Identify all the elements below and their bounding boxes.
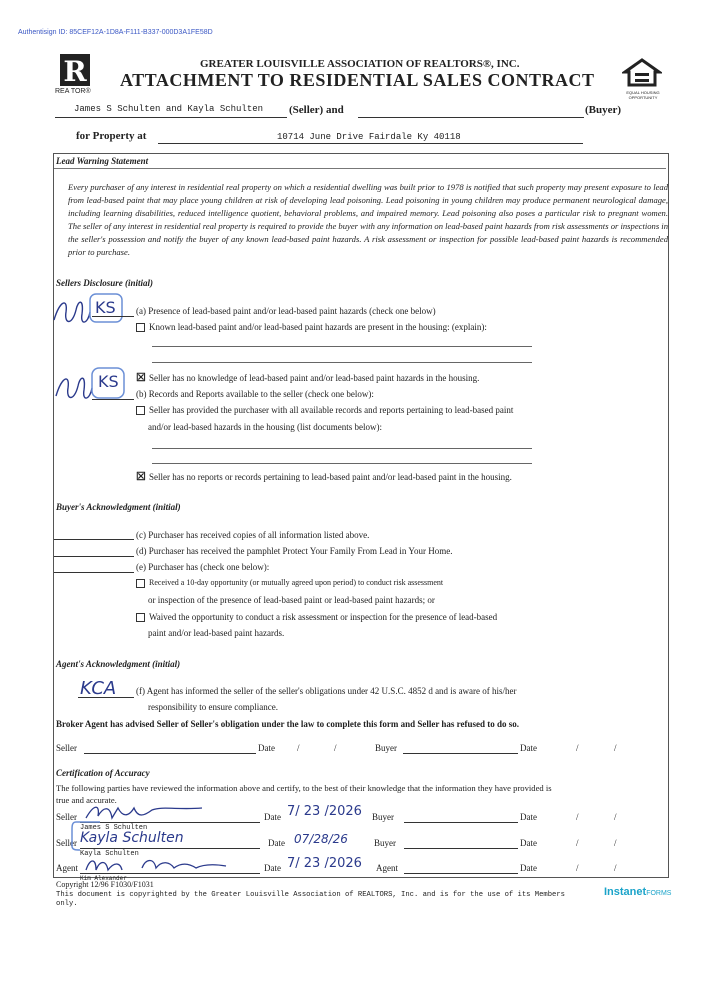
realtor-logo: [58, 52, 94, 92]
agent-initials[interactable]: KCA: [80, 678, 117, 699]
realtor-r-icon: [58, 52, 94, 92]
property-label: for Property at: [76, 130, 147, 142]
item-a-option-known[interactable]: [136, 322, 487, 332]
cert-buyer-2-label: Buyer: [374, 838, 396, 848]
copyright-notice-2: only.: [56, 900, 78, 908]
lead-warning-heading: Lead Warning Statement: [56, 156, 149, 166]
date-slash: /: [614, 863, 617, 873]
agent-2-signature-field[interactable]: [404, 873, 518, 874]
seller-1-printed-name: James S Schulten: [80, 824, 148, 832]
seller-initials-a[interactable]: KS: [95, 298, 116, 317]
date-slash: /: [576, 743, 579, 753]
buyers-ack-heading: Buyer's Acknowledgment (initial): [56, 502, 181, 512]
property-address[interactable]: 10714 June Drive Fairdale Ky 40118: [277, 132, 461, 142]
lead-warning-text: Every purchaser of any interest in residential real property on which a residential dwelling was built prior to 1978 is notified that such property may present exposure to lead from lead-based paint that may place young children at risk of developing lead poisoning. Lead poisoning in young children may produce permanent neurological damage, including learning disabilities, reduced intelligence quotient, behavioral problems, and impaired memory. Lead poisoning also poses a particular risk to pregnant women. The seller of any interest in residential real property is required to provide the buyer with any information on lead-based paint hazards from risk assessments or inspections in the seller's possession and notify the buyer of any known lead-based paint hazards. A risk assessment or inspection for possible lead-based paint hazards is recommended prior to purchase.: [68, 182, 668, 257]
item-b-option-provided-label-2: and/or lead-based hazards in the housing (list documents below):: [148, 422, 382, 432]
item-b-option-no-reports[interactable]: [136, 472, 512, 482]
agent-printed-name: Kim Alexander: [80, 875, 127, 882]
item-e-option-received-label: Received a 10-day opportunity (or mutually agreed upon period) to conduct risk assessment: [149, 578, 444, 587]
authentisign-id: Authentisign ID: 85CEF12A-1D8A-F111-B337-000D3A1FE58D: [18, 29, 213, 36]
item-e-option-received-label-2: or inspection of the presence of lead-based paint or lead-based paint hazards; or: [148, 595, 435, 605]
copyright-notice: This document is copyrighted by the Greater Louisville Association of REALTORS, Inc. and is for the use of its Members: [56, 891, 565, 899]
cert-seller-1-label: Seller: [56, 812, 77, 822]
buyer-1-signature-field[interactable]: [404, 822, 518, 823]
item-e-option-waived-label: Waived the opportunity to conduct a risk assessment or inspection for the presence of lead-based: [149, 612, 498, 622]
agent-signature-field[interactable]: [80, 873, 260, 874]
checked-box-icon[interactable]: ☒: [136, 471, 146, 484]
refusal-date2-label: Date: [520, 743, 537, 753]
item-e-option-waived[interactable]: [136, 612, 497, 622]
cert-buyer-1-label: Buyer: [372, 812, 394, 822]
checkbox-known-icon[interactable]: [136, 323, 145, 332]
checkbox-waived-icon[interactable]: [136, 613, 145, 622]
buyer-initials-d[interactable]: [54, 556, 134, 557]
refusal-date-label: Date: [258, 743, 275, 753]
certification-heading: Certification of Accuracy: [56, 768, 150, 778]
buyer-name-field[interactable]: [358, 117, 584, 118]
checked-box-icon[interactable]: ☒: [136, 372, 146, 385]
cert-agent-1-label: Agent: [56, 863, 78, 873]
cert-date-2-value[interactable]: 07/28/26: [294, 832, 348, 846]
cert-agent-date-label: Date: [520, 863, 537, 873]
date-slash: /: [576, 812, 579, 822]
buyer-initials-c[interactable]: [54, 539, 134, 540]
item-b-option-provided[interactable]: [136, 405, 513, 415]
date-slash: /: [614, 743, 617, 753]
seller-names[interactable]: James S Schulten and Kayla Schulten: [74, 104, 264, 114]
checkbox-received-icon[interactable]: [136, 579, 145, 588]
seller-2-signature-field[interactable]: [80, 848, 260, 849]
equal-housing-logo: [622, 58, 662, 88]
instanet-forms: FORMS: [646, 890, 672, 897]
org-name: GREATER LOUISVILLE ASSOCIATION OF REALTORS®, INC.: [200, 58, 520, 70]
item-a-option-no-knowledge-label: Seller has no knowledge of lead-based paint and/or lead-based paint hazards in the housing.: [149, 373, 480, 383]
item-a-option-no-knowledge[interactable]: [136, 373, 479, 383]
item-b: (b) Records and Reports available to the seller (check one below):: [136, 389, 374, 399]
buyer-label: (Buyer): [585, 104, 622, 116]
sellers-disclosure-heading: Sellers Disclosure (initial): [56, 278, 154, 288]
copyright: Copyright 12/96 F1030/F1031: [56, 880, 154, 889]
instanet-brand: Instanet: [604, 886, 647, 898]
agents-ack-heading: Agent's Acknowledgment (initial): [56, 659, 181, 669]
checkbox-provided-icon[interactable]: [136, 406, 145, 415]
cert-date-1-label: Date: [264, 812, 281, 822]
seller-2-printed-name: Kayla Schulten: [80, 850, 139, 858]
refusal-buyer-field[interactable]: [403, 753, 518, 754]
page-title: ATTACHMENT TO RESIDENTIAL SALES CONTRACT: [120, 70, 595, 90]
cert-date-3-label: Date: [264, 863, 281, 873]
cert-agent-2-label: Agent: [376, 863, 398, 873]
certification-text: The following parties have reviewed the information above and certify, to the best of their knowledge that the information they have provided is: [56, 783, 552, 793]
cert-buyer-date-2-label: Date: [520, 838, 537, 848]
seller-and-label: (Seller) and: [289, 104, 344, 116]
equal-housing-text: EQUAL HOUSING OPPORTUNITY: [626, 90, 660, 100]
cert-date-2-label: Date: [268, 838, 285, 848]
instanet-logo: [604, 886, 671, 898]
date-slash: /: [576, 863, 579, 873]
realtor-logo-text: REA TOR®: [55, 88, 91, 95]
item-a: (a) Presence of lead-based paint and/or lead-based paint hazards (check one below): [136, 306, 436, 316]
refusal-seller-label: Seller: [56, 743, 77, 753]
date-slash: /: [297, 743, 300, 753]
buyer-2-signature-field[interactable]: [404, 848, 518, 849]
refusal-seller-field[interactable]: [84, 753, 256, 754]
item-a-option-known-label: Known lead-based paint and/or lead-based paint hazards are present in the housing: (explain):: [149, 322, 487, 332]
item-d: (d) Purchaser has received the pamphlet Protect Your Family From Lead in Your Home.: [136, 546, 453, 556]
item-e-option-waived-label-2: paint and/or lead-based paint hazards.: [148, 628, 285, 638]
date-slash: /: [334, 743, 337, 753]
cert-buyer-date-1-label: Date: [520, 812, 537, 822]
seller-initials-b[interactable]: KS: [98, 372, 119, 391]
buyer-initials-e[interactable]: [54, 572, 134, 573]
seller-2-signature[interactable]: Kayla Schulten: [80, 830, 184, 846]
svg-text:R: R: [63, 55, 87, 88]
item-c: (c) Purchaser has received copies of all information listed above.: [136, 530, 370, 540]
cert-date-3-value[interactable]: 7/ 23 /2026: [287, 856, 362, 871]
item-b-option-no-reports-label: Seller has no reports or records pertaining to lead-based paint and/or lead-based paint in the housing.: [149, 472, 512, 482]
date-slash: /: [614, 838, 617, 848]
date-slash: /: [576, 838, 579, 848]
seller-1-signature-field[interactable]: [80, 822, 260, 823]
cert-seller-2-label: Seller: [56, 838, 77, 848]
broker-statement: Broker Agent has advised Seller of Seller's obligation under the law to complete this form and Seller has refused to do so.: [56, 719, 520, 729]
item-b-option-provided-label: Seller has provided the purchaser with all available records and reports pertaining to lead-based paint: [149, 405, 514, 415]
certification-text-2: true and accurate.: [56, 795, 117, 805]
item-f-line-2: responsibility to ensure compliance.: [148, 702, 278, 712]
item-f: (f) Agent has informed the seller of the seller's obligations under 42 U.S.C. 4852 d and is aware of his/her: [136, 686, 517, 696]
date-slash: /: [614, 812, 617, 822]
item-e-option-received[interactable]: [136, 578, 443, 588]
item-e: (e) Purchaser has (check one below):: [136, 562, 270, 572]
refusal-buyer-label: Buyer: [375, 743, 397, 753]
cert-date-1-value[interactable]: 7/ 23 /2026: [287, 804, 362, 819]
equal-housing-icon: [622, 58, 662, 88]
